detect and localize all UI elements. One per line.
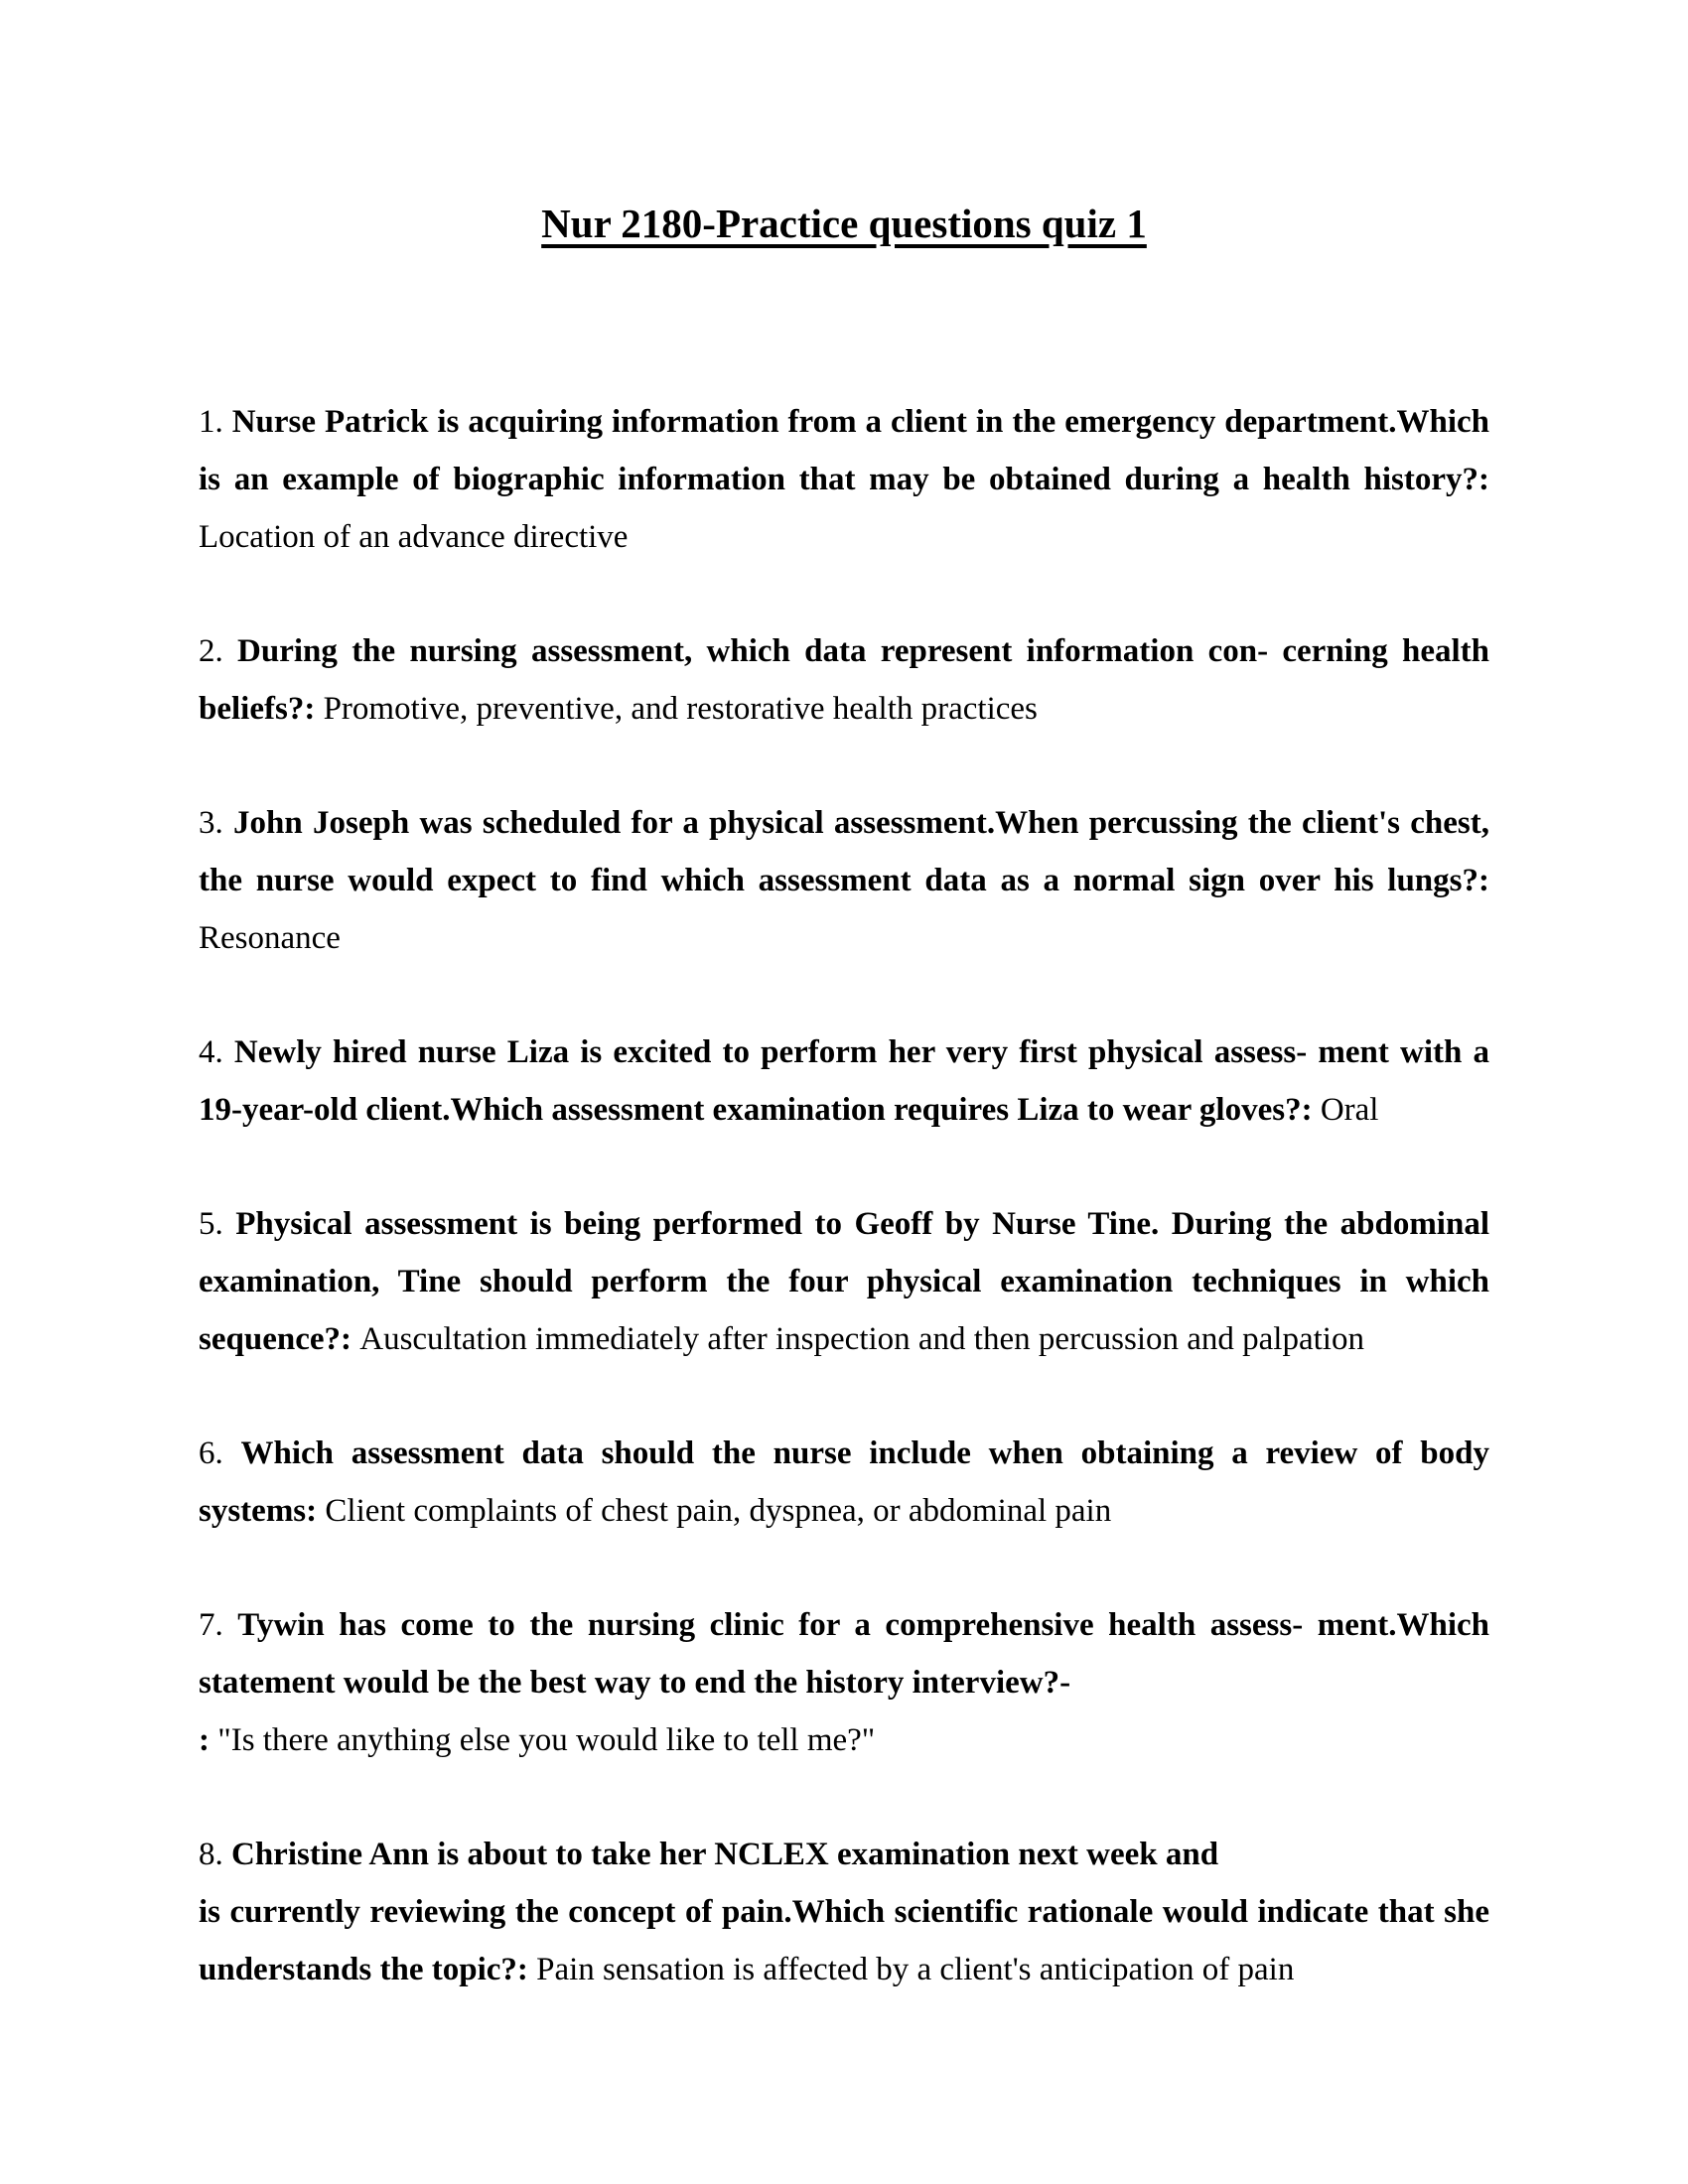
question-number: 1. <box>199 404 232 441</box>
answer-text: Client complaints of chest pain, dyspnea, or abdominal pain <box>325 1493 1112 1530</box>
answer-text: Location of an advance directive <box>199 519 629 556</box>
question-text: Nurse Patrick is acquiring information from a client in the emergency department.Which is an example of biographic information that may be obtained during a health history?: <box>199 404 1490 498</box>
answer-text: "Is there anything else you would like to tell me?" <box>217 1722 876 1759</box>
question-text: Which assessment data should the nurse include when obtaining a review of body systems: <box>199 1435 1490 1530</box>
question-number: 6. <box>199 1435 241 1472</box>
answer-text: Auscultation immediately after inspection and then percussion and palpation <box>359 1321 1364 1358</box>
answer-text: Oral <box>1320 1092 1379 1129</box>
question-item <box>199 1826 1489 1998</box>
question-number: 4. <box>199 1034 234 1071</box>
answer-text: Resonance <box>199 920 341 957</box>
question-item <box>199 794 1489 967</box>
question-text: : <box>199 1722 218 1759</box>
question-item <box>199 393 1489 566</box>
question-item <box>199 1596 1489 1769</box>
answer-text: Promotive, preventive, and restorative health practices <box>323 691 1038 728</box>
question-text: is currently reviewing the concept of pain.Which scientific rationale would indicate that she understands the topic?: <box>199 1894 1489 1988</box>
question-number: 3. <box>199 805 234 842</box>
question-item <box>199 1425 1489 1540</box>
question-item <box>199 622 1489 738</box>
question-number: 7. <box>199 1607 238 1644</box>
questions-list <box>199 393 1489 1998</box>
question-text: Newly hired nurse Liza is excited to perform her very first physical assess- ment with a 19-year-old client.Which assessment examination requires Liza to wear gloves?: <box>199 1034 1489 1129</box>
question-text: During the nursing assessment, which data represent information con- cerning health beliefs?: <box>199 633 1489 728</box>
question-item <box>199 1195 1489 1368</box>
question-number: 8. <box>199 1837 231 1873</box>
question-text: Tywin has come to the nursing clinic for a comprehensive health assess- ment.Which statement would be the best way to end the history interview?- <box>199 1607 1490 1702</box>
question-text: John Joseph was scheduled for a physical assessment.When percussing the client's chest, the nurse would expect to find which assessment data as a normal sign over his lungs?: <box>199 805 1489 899</box>
answer-text: Pain sensation is affected by a client's anticipation of pain <box>536 1952 1295 1988</box>
question-text: Physical assessment is being performed to Geoff by Nurse Tine. During the abdominal examination, Tine should perform the four physical examination techniques in which sequence?: <box>199 1206 1489 1358</box>
question-number: 2. <box>199 633 238 670</box>
question-number: 5. <box>199 1206 236 1243</box>
question-text: Christine Ann is about to take her NCLEX examination next week and <box>231 1837 1219 1873</box>
page-title: Nur 2180-Practice questions quiz 1 <box>541 201 1147 246</box>
question-item <box>199 1024 1489 1139</box>
